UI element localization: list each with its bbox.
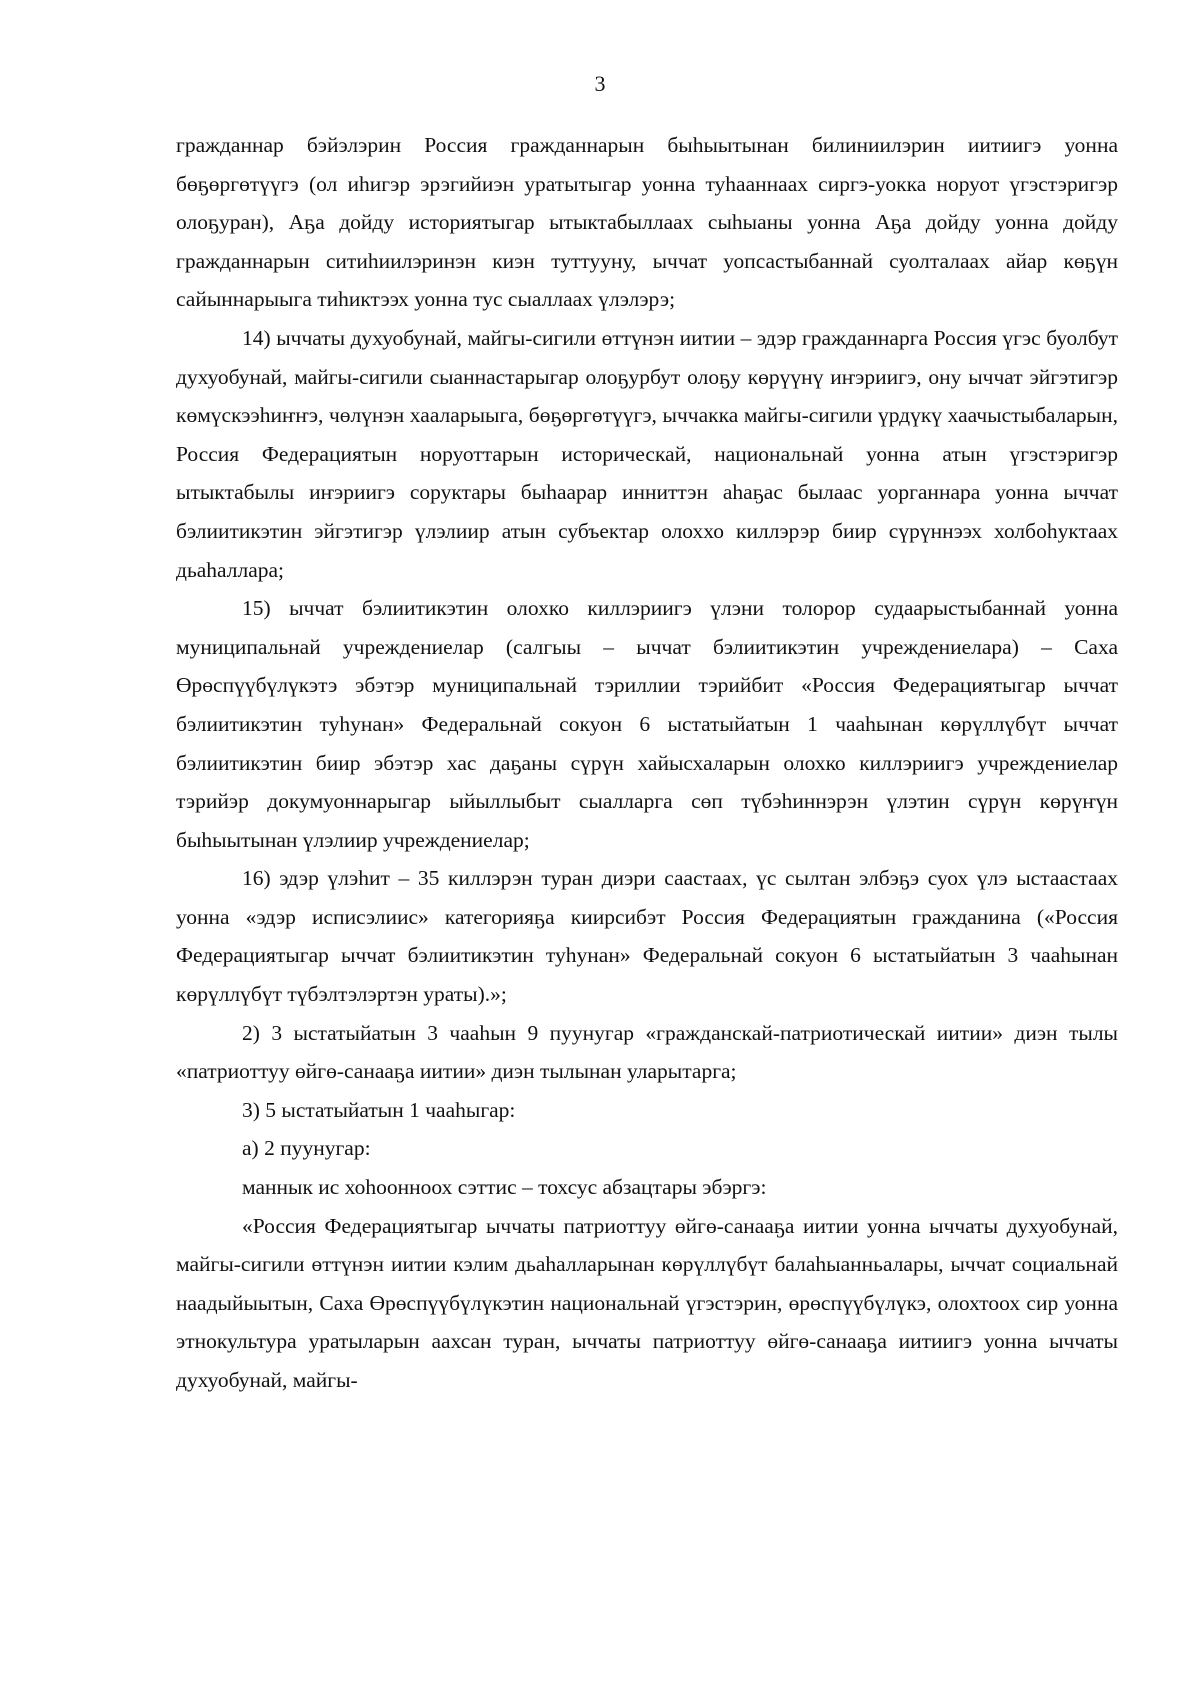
paragraph-6: 3) 5 ыстатыйатын 1 чааһыгар:: [242, 1097, 516, 1122]
paragraph-7: а) 2 пуунугар:: [242, 1136, 371, 1161]
paragraph-8: маннык ис хоһоонноох сэттис – тохсус абзацтары эбэргэ:: [242, 1175, 767, 1200]
paragraph-2: 14) ыччаты духуобунай, майгы-сигили өттүнэн иитии – эдэр гражданнарга Россия үгэс буолбут духуобунай, майгы-сигили сыаннастарыгар олоҕурбут олоҕу көрүүнү иҥэриигэ, ону ыччат эйгэтигэр көмүскээһиҥҥэ, чөлүнэн хааларыыга, бөҕөргөтүүгэ, ыччакка майгы-сигили үрдүкү хаачыстыбаларын, Россия Федерациятын норуоттарын историческай, национальнай уонна атын үгэстэригэр ытыктабылы иҥэриигэ соруктары быһаарар инниттэн аһаҕас былаас уорганнара уонна ыччат бэлиитикэтин эйгэтигэр үлэлиир атын субъектар олоххо киллэрэр биир сүрүннээх холбоһуктаах дьаһаллара;: [176, 325, 1118, 582]
paragraph-5: 2) 3 ыстатыйатын 3 чааһын 9 пуунугар «гражданскай-патриотическай иитии» диэн тылы «патриоттуу өйгө-санааҕа иитии» диэн тылынан уларытарга;: [176, 1020, 1118, 1084]
paragraph-9: «Россия Федерациятыгар ыччаты патриоттуу өйгө-санааҕа иитии уонна ыччаты духуобунай, майгы-сигили өттүнэн иитии кэлим дьаһалларынан көрүллүбүт балаһыанньалары, ыччат социальнай наадыйыытын, Саха Өрөспүүбүлүкэтин национальнай үгэстэрин, өрөспүүбүлүкэ, олохтоох сир уонна этнокультура уратыларын аахсан туран, ыччаты патриоттуу өйгө-санааҕа иитиигэ уонна ыччаты духуобунай, майгы-: [176, 1213, 1118, 1392]
paragraph-1: гражданнар бэйэлэрин Россия гражданнарын быһыытынан билиниилэрин иитиигэ уонна бөҕөргөтүүгэ (ол иһигэр эрэгийиэн уратытыгар уонна туһааннаах сиргэ-уокка норуот үгэстэригэр олоҕуран), Аҕа дойду историятыгар ытыктабыллаах сыһыаны уонна Аҕа дойду уонна дойду гражданнарын ситиһиилэринэн киэн туттууну, ыччат уопсастыбаннай суолталаах айар көҕүн сайыннарыыга тиһиктээх уонна тус сыаллаах үлэлэрэ;: [176, 133, 1118, 312]
paragraph-4: 16) эдэр үлэһит – 35 киллэрэн туран диэри саастаах, үс сылтан элбэҕэ суох үлэ ыстаастаах уонна «эдэр исписэлиис» категорияҕа киирсибэт Россия Федерациятын гражданина («Россия Федерациятыгар ыччат бэлиитикэтин туһунан» Федеральнай сокуон 6 ыстатыйатын 3 чааһынан көрүллүбүт түбэлтэлэртэн ураты).»;: [176, 866, 1118, 1007]
paragraph-3: 15) ыччат бэлиитикэтин олохко киллэриигэ үлэни толорор судаарыстыбаннай уонна муниципальнай учреждениелар (салгыы – ыччат бэлиитикэтин учреждениелара) – Саха Өрөспүүбүлүкэтэ эбэтэр муниципальнай тэриллии тэрийбит «Россия Федерациятыгар ыччат бэлиитикэтин туһунан» Федеральнай сокуон 6 ыстатыйатын 1 чааһынан көрүллүбүт ыччат бэлиитикэтин биир эбэтэр хас даҕаны сүрүн хайысхаларын олохко киллэриигэ учреждениелар тэрийэр докумуоннарыгар ыйыллыбыт сыалларга сөп түбэһиннэрэн үлэтин сүрүн көрүҥүн быһыытынан үлэлиир учреждениелар;: [176, 596, 1118, 852]
body-text: [176, 126, 1118, 1400]
page-number: 3: [594, 71, 606, 96]
